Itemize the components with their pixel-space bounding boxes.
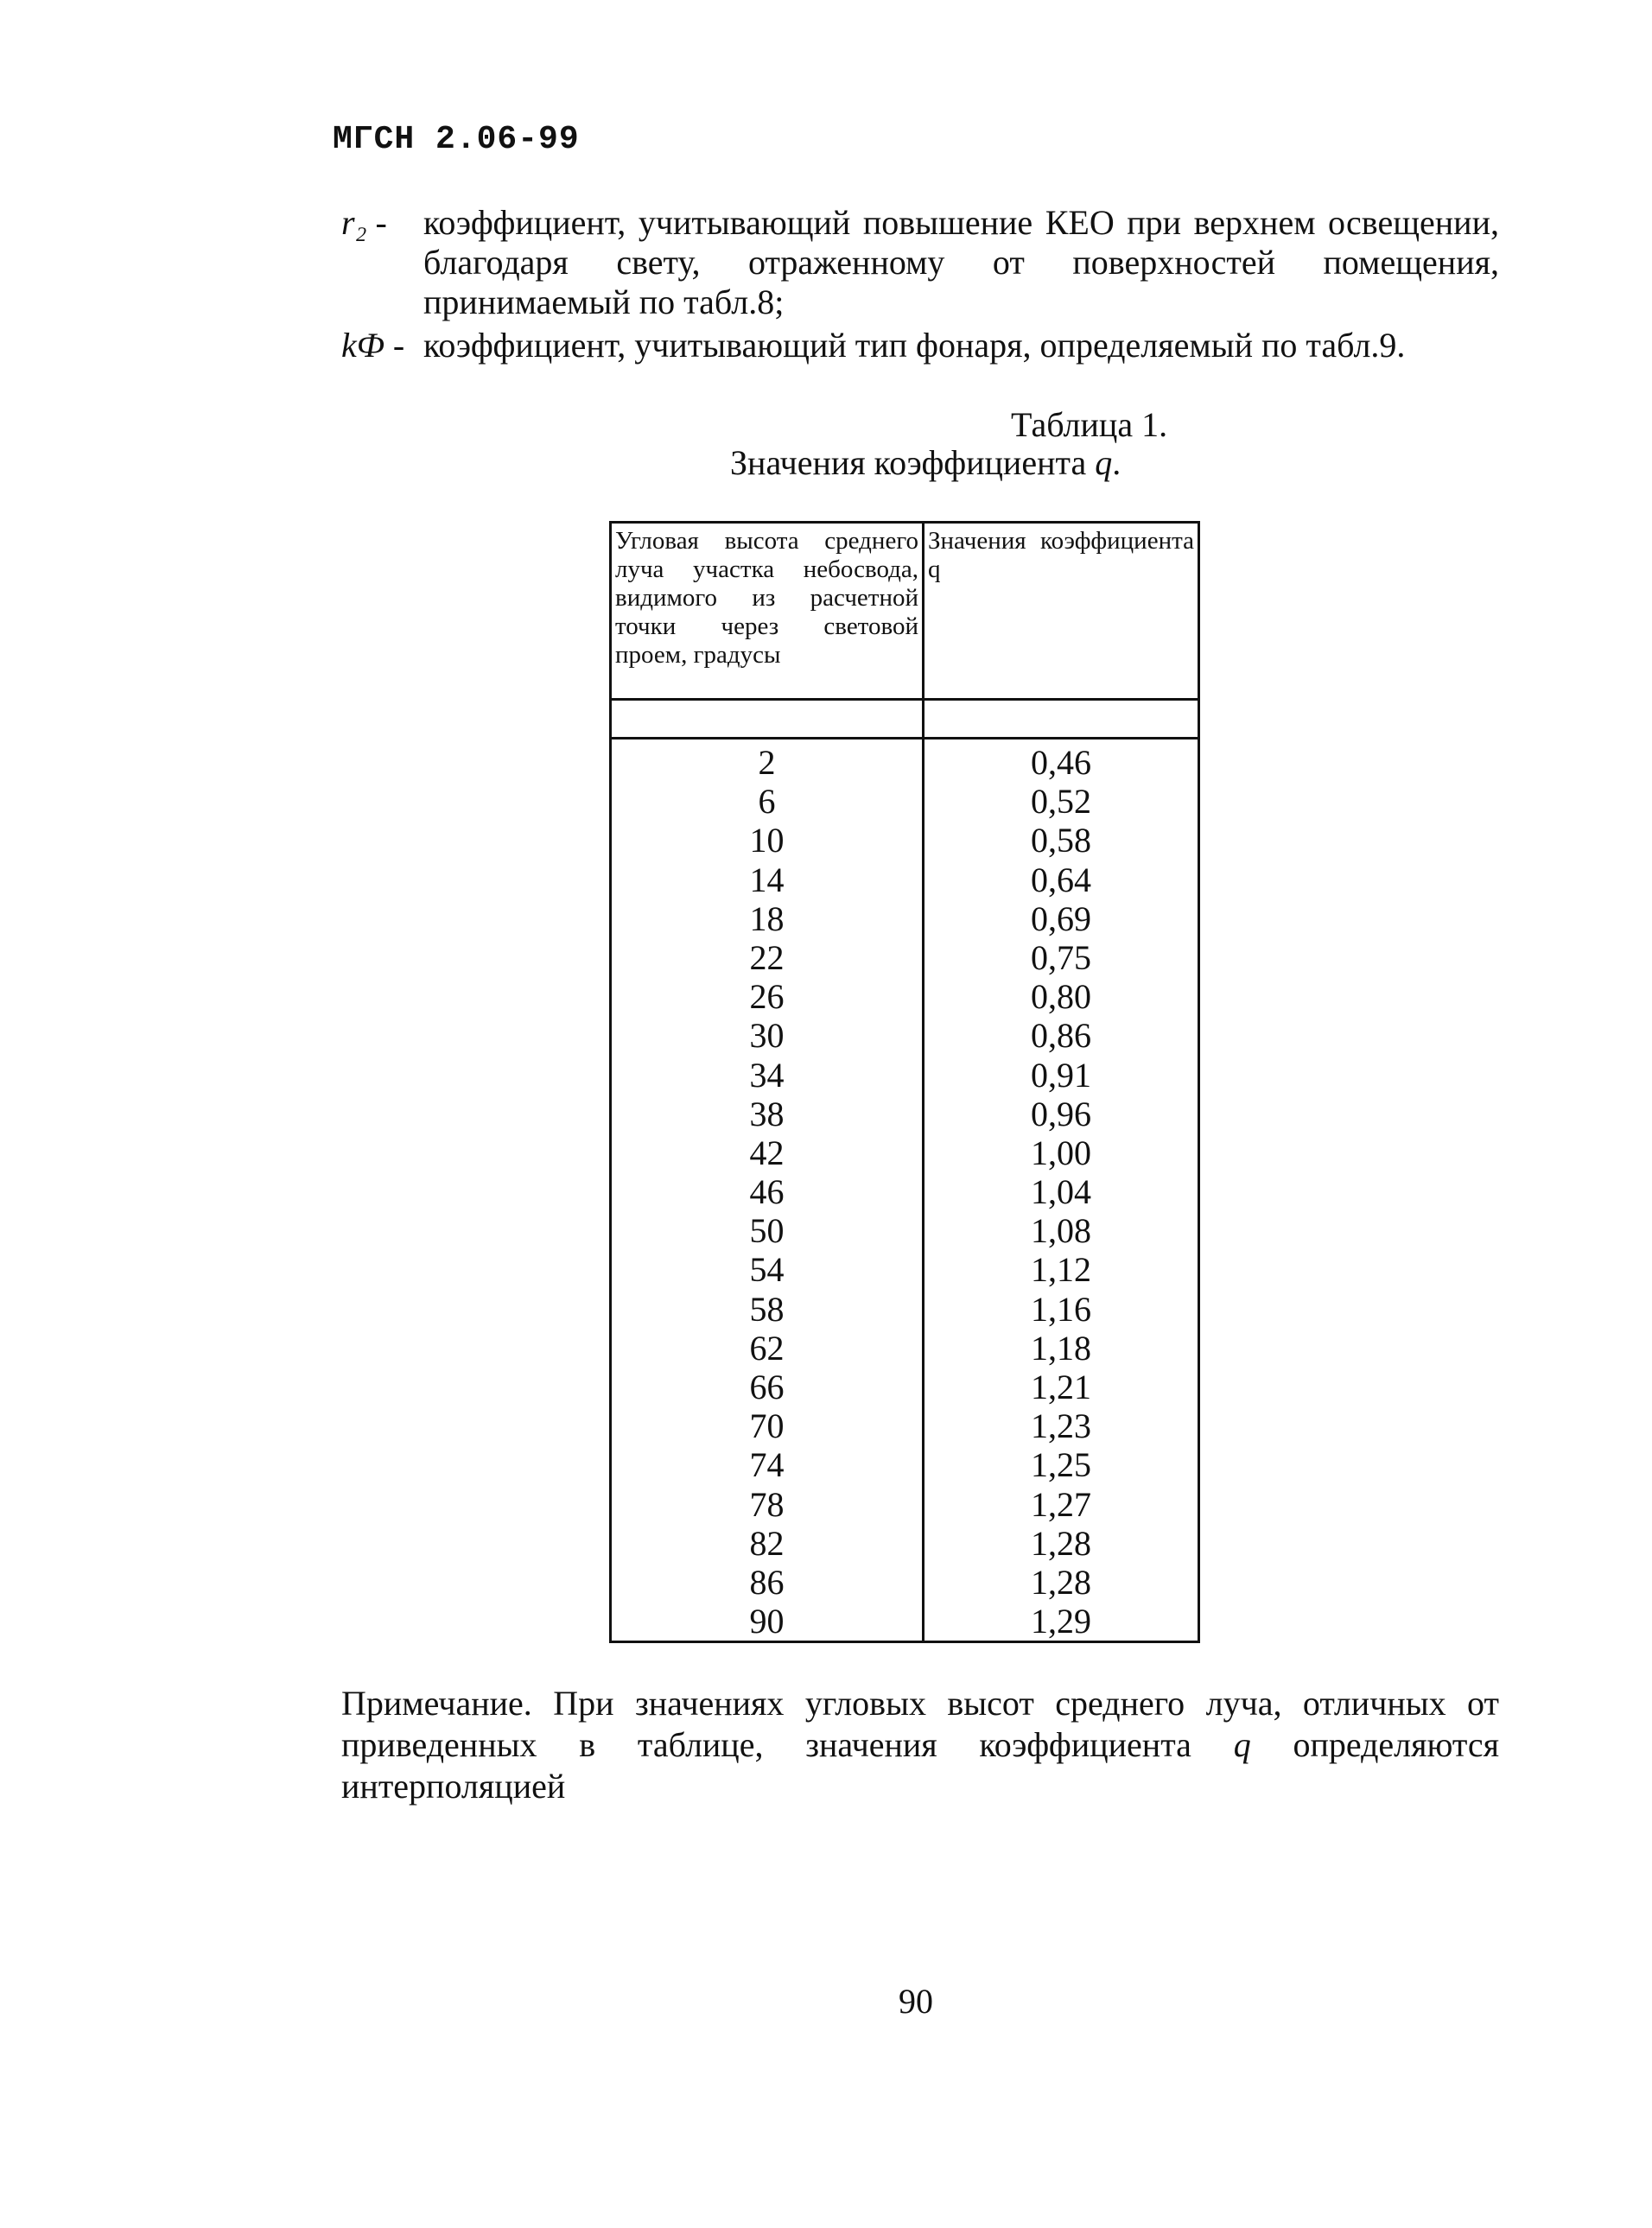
angle-cell: 70	[749, 1406, 785, 1446]
table-number: Таблица 1.	[1011, 405, 1168, 444]
angle-cell: 50	[749, 1211, 785, 1251]
table-title: Значения коэффициента q.	[730, 443, 1121, 482]
coefficient-cell: 1,23	[1031, 1406, 1091, 1446]
coefficient-cell: 1,08	[1031, 1211, 1091, 1251]
coefficient-table	[609, 521, 1200, 1643]
angle-cell: 86	[749, 1562, 785, 1602]
coefficient-cell: 0,52	[1031, 782, 1091, 822]
page-number: 90	[899, 1982, 933, 2021]
table-title-symbol: q	[1095, 443, 1113, 482]
angle-cell: 54	[749, 1250, 785, 1290]
coefficient-cell: 1,04	[1031, 1172, 1091, 1212]
coefficient-cell: 0,64	[1031, 860, 1091, 899]
coefficient-column	[924, 739, 1199, 1642]
coefficient-cell: 0,80	[1031, 977, 1091, 1017]
angle-column	[611, 739, 924, 1642]
angle-cell: 10	[749, 821, 785, 860]
definition-item: kФ - коэффициент, учитывающий тип фонаря, определяемый по табл.9.	[341, 326, 1499, 365]
coefficient-cell: 0,75	[1031, 937, 1091, 977]
coefficient-cell: 1,12	[1031, 1250, 1091, 1290]
angle-cell: 46	[749, 1172, 785, 1212]
angle-cell: 38	[749, 1094, 785, 1133]
definition-symbol: kФ	[341, 326, 384, 365]
table-spacer-row	[611, 700, 1199, 739]
angle-cell: 2	[758, 743, 776, 782]
table-note: Примечание. При значениях угловых высот среднего луча, отличных от приведенных в таблице, значения коэффициента q определяются интерполяцией	[341, 1684, 1500, 1806]
angle-cell: 22	[749, 937, 785, 977]
coefficient-cell: 1,28	[1031, 1562, 1091, 1602]
angle-cell: 66	[749, 1368, 785, 1406]
angle-cell: 58	[749, 1289, 785, 1329]
coefficient-cell: 1,29	[1031, 1602, 1091, 1641]
coefficient-cell: 1,16	[1031, 1289, 1091, 1329]
header-angle: Угловая высота среднего луча участка небосвода, видимого из расчетной точки через световой проем, градусы	[611, 523, 924, 700]
angle-cell: 90	[749, 1602, 785, 1641]
angle-cell: 26	[749, 977, 785, 1017]
angle-cell: 30	[749, 1016, 785, 1056]
definition-symbol: r₂	[341, 203, 367, 242]
coefficient-cell: 0,46	[1031, 743, 1091, 782]
note-symbol: q	[1233, 1725, 1251, 1764]
angle-cell: 14	[749, 860, 785, 899]
coefficient-cell: 0,86	[1031, 1016, 1091, 1056]
table-data-row	[611, 739, 1199, 1642]
angle-cell: 74	[749, 1445, 785, 1485]
definition-text: коэффициент, учитывающий повышение КЕО при верхнем освещении, благодаря свету, отраженному от поверхностей помещения, принимаемый по табл.8;	[423, 203, 1499, 321]
table-header-row	[611, 523, 1199, 700]
coefficient-cell: 1,18	[1031, 1328, 1091, 1368]
definition-item: r₂ - коэффициент, учитывающий повышение КЕО при верхнем освещении, благодаря свету, отраженному от поверхностей помещения, принимаемый по табл.8;	[341, 203, 1499, 321]
angle-cell: 78	[749, 1484, 785, 1524]
coefficient-cell: 1,25	[1031, 1445, 1091, 1485]
document-code: МГСН 2.06-99	[333, 121, 580, 158]
coefficient-cell: 0,96	[1031, 1094, 1091, 1133]
angle-cell: 6	[758, 782, 776, 822]
coefficient-cell: 0,91	[1031, 1055, 1091, 1095]
angle-cell: 62	[749, 1328, 785, 1368]
coefficient-cell: 0,58	[1031, 821, 1091, 860]
angle-cell: 82	[749, 1523, 785, 1563]
coefficient-cell: 1,28	[1031, 1523, 1091, 1563]
coefficient-cell: 1,00	[1031, 1133, 1091, 1172]
angle-cell: 18	[749, 898, 785, 938]
coefficient-cell: 1,27	[1031, 1484, 1091, 1524]
coefficient-cell: 0,69	[1031, 898, 1091, 938]
angle-cell: 34	[749, 1055, 785, 1095]
coefficient-cell: 1,21	[1031, 1368, 1091, 1406]
definitions-list	[341, 203, 1499, 369]
header-coefficient: Значения коэффициента q	[924, 523, 1199, 700]
angle-cell: 42	[749, 1133, 785, 1172]
definition-text: коэффициент, учитывающий тип фонаря, определяемый по табл.9.	[423, 326, 1406, 365]
